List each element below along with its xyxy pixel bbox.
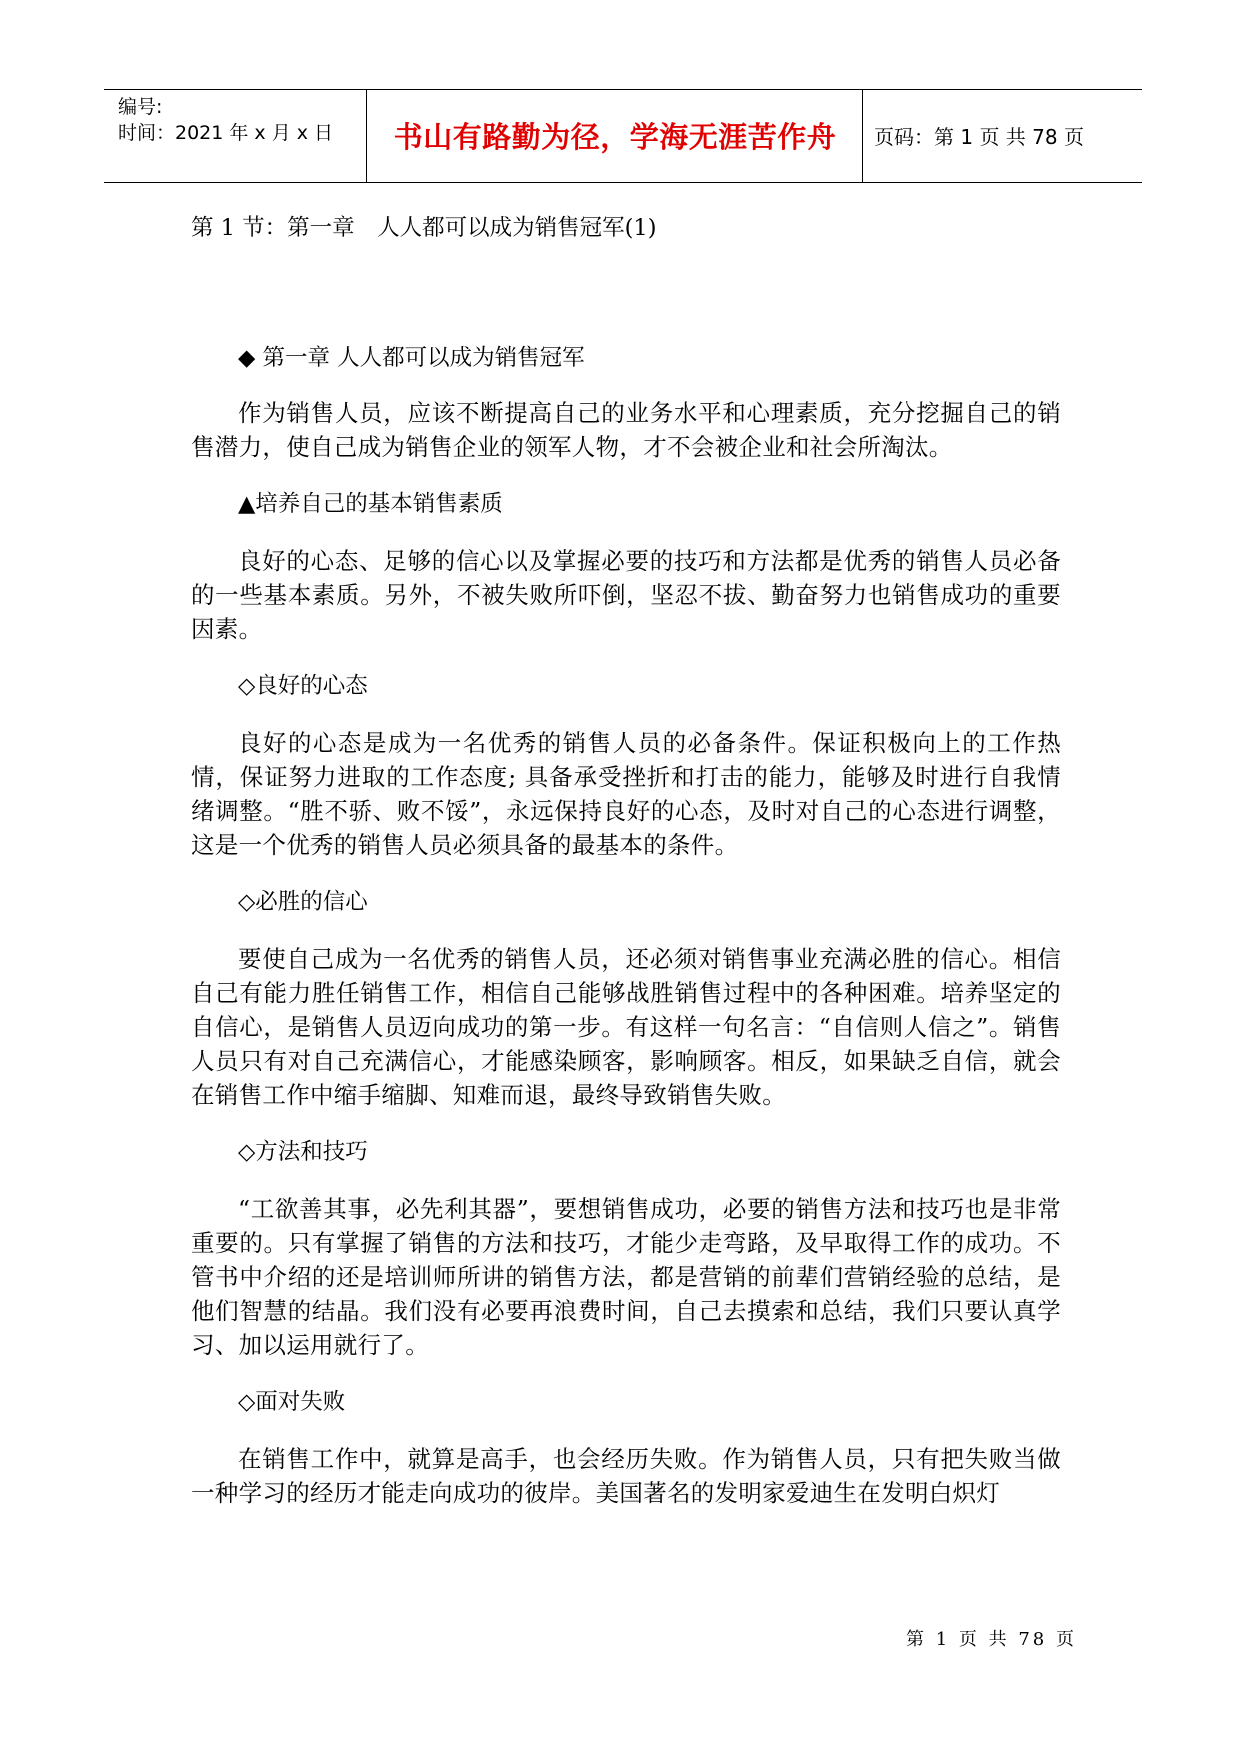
header-meta [118,94,333,146]
document-body [191,210,1061,1510]
subheading-confidence: ◇必胜的信心 [238,889,368,915]
section-title: 第 1 节：第一章 人人都可以成为销售冠军(1) [191,215,657,241]
facing-failure-paragraph: 在销售工作中，就算是高手，也会经历失败。作为销售人员，只有把失败当做一种学习的经历才能走向成功的彼岸。美国著名的发明家爱迪生在发明白炽灯 [191,1445,1061,1507]
header-divider-left [366,90,367,182]
header-page-number: 页码：第 1 页 共 78 页 [874,125,1084,149]
subheading-facing-failure: ◇面对失败 [238,1389,346,1415]
basic-qualities-paragraph: 良好的心态、足够的信心以及掌握必要的技巧和方法都是优秀的销售人员必备的一些基本素质。另外，不被失败所吓倒，坚忍不拔、勤奋努力也销售成功的重要因素。 [191,547,1061,643]
chapter-heading: ◆ 第一章 人人都可以成为销售冠军 [238,345,585,371]
intro-paragraph: 作为销售人员，应该不断提高自己的业务水平和心理素质，充分挖掘自己的销售潜力，使自己成为销售企业的领军人物，才不会被企业和社会所淘汰。 [191,399,1061,461]
good-attitude-paragraph: 良好的心态是成为一名优秀的销售人员的必备条件。保证积极向上的工作热情，保证努力进取的工作态度; 具备承受挫折和打击的能力，能够及时进行自我情绪调整。“胜不骄、败不馁”，永远保持良好的心态，及时对自己的心态进行调整，这是一个优秀的销售人员必须具备的最基本的条件。 [191,729,1061,859]
subheading-basic-qualities: ▲培养自己的基本销售素质 [238,491,503,517]
confidence-paragraph: 要使自己成为一名优秀的销售人员，还必须对销售事业充满必胜的信心。相信自己有能力胜任销售工作，相信自己能够战胜销售过程中的各种困难。培养坚定的自信心，是销售人员迈向成功的第一步。有这样一句名言：“自信则人信之”。销售人员只有对自己充满信心，才能感染顾客，影响顾客。相反，如果缺乏自信，就会在销售工作中缩手缩脚、知难而退，最终导致销售失败。 [191,945,1061,1109]
subheading-methods-skills: ◇方法和技巧 [238,1139,368,1165]
header-motto: 书山有路勤为径，学海无涯苦作舟 [393,120,837,154]
header-divider-right [862,90,863,182]
document-number-label: 编号: [118,96,163,118]
subheading-good-attitude: ◇良好的心态 [238,673,368,699]
page-footer-number: 第 1 页 共 78 页 [906,1629,1077,1650]
methods-skills-paragraph: “工欲善其事，必先利其器”，要想销售成功，必要的销售方法和技巧也是非常重要的。只有掌握了销售的方法和技巧，才能少走弯路，及早取得工作的成功。不管书中介绍的还是培训师所讲的销售方法，都是营销的前辈们营销经验的总结，是他们智慧的结晶。我们没有必要再浪费时间，自己去摸索和总结，我们只要认真学习、加以运用就行了。 [191,1195,1061,1359]
document-time-label: 时间：2021 年 x 月 x 日 [118,122,334,144]
document-header [104,89,1142,183]
